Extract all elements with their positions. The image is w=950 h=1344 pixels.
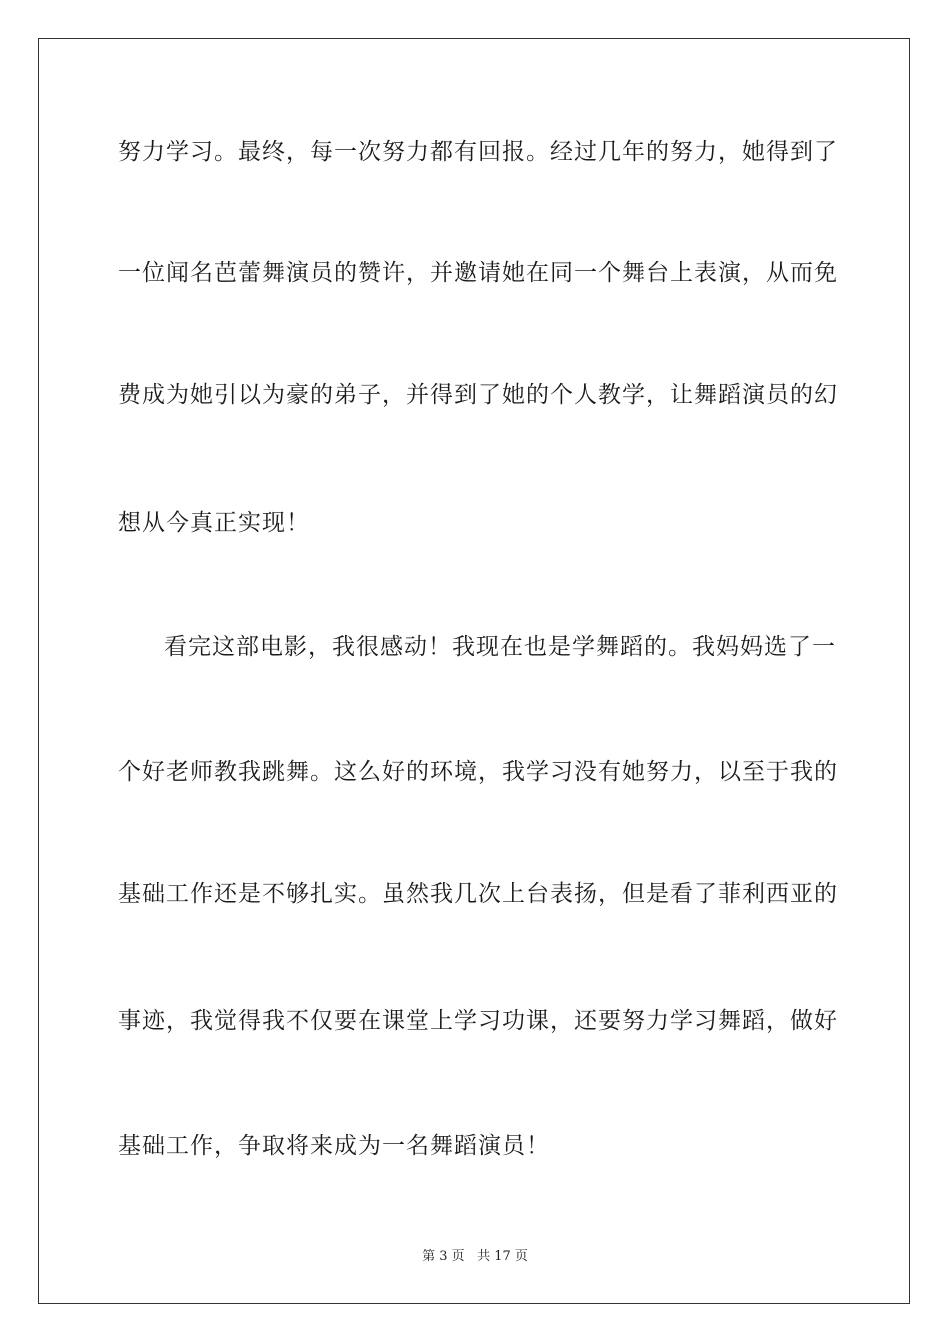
page-footer (0, 1248, 950, 1266)
paragraph-line: 看完这部电影，我很感动！我现在也是学舞蹈的。我妈妈选了一 (164, 634, 836, 660)
paragraph-line: 个好老师教我跳舞。这么好的环境，我学习没有她努力，以至于我的 (118, 759, 838, 785)
paragraph-line: 基础工作，争取将来成为一名舞蹈演员！ (118, 1133, 550, 1159)
paragraph-line: 想从今真正实现！ (118, 510, 310, 536)
paragraph-line: 事迹，我觉得我不仅要在课堂上学习功课，还要努力学习舞蹈，做好 (118, 1008, 838, 1034)
paragraph-line: 费成为她引以为豪的弟子，并得到了她的个人教学，让舞蹈演员的幻 (118, 382, 838, 408)
page-total: 共 17 页 (477, 1249, 528, 1264)
paragraph-line: 努力学习。最终，每一次努力都有回报。经过几年的努力，她得到了 (118, 139, 838, 165)
paragraph-line: 一位闻名芭蕾舞演员的赞许，并邀请她在同一个舞台上表演，从而免 (118, 260, 838, 286)
paragraph-line: 基础工作还是不够扎实。虽然我几次上台表扬，但是看了菲利西亚的 (118, 881, 838, 907)
page-number: 第 3 页 (422, 1249, 465, 1264)
page-border (38, 38, 910, 1304)
